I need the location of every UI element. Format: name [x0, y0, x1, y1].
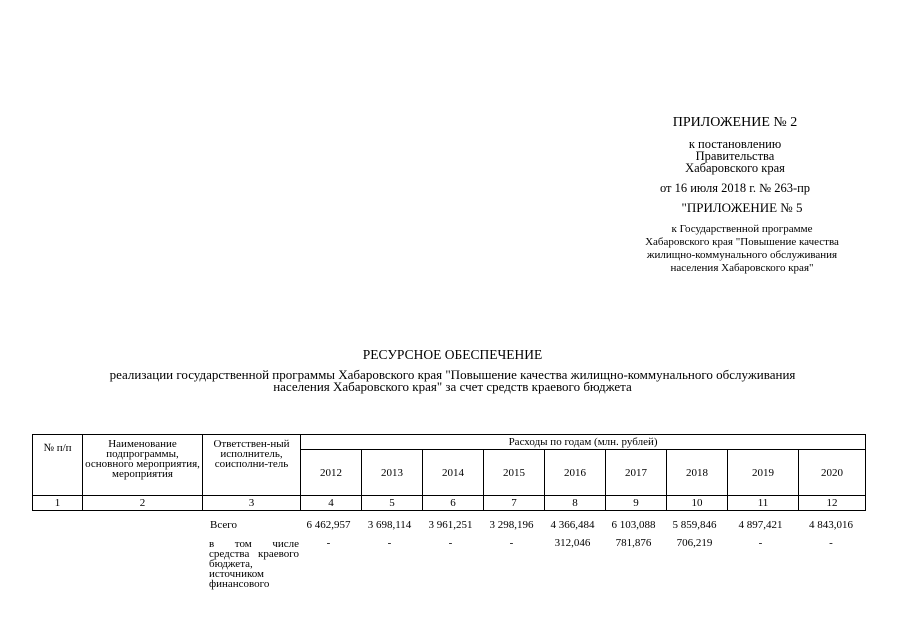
- header-year: 2016: [545, 450, 606, 496]
- annex2-line-3: жилищно-коммунального обслуживания: [646, 249, 838, 261]
- table-cell: 6 462,957: [306, 519, 351, 531]
- header-year: 2020: [799, 450, 866, 496]
- column-number: 7: [484, 496, 545, 511]
- table-cell: -: [509, 537, 514, 549]
- row-label-regional: в том числе средства краевого бюджета, источником финансового: [209, 538, 299, 590]
- table-cell: 3 961,251: [428, 519, 473, 531]
- header-year: 2014: [423, 450, 484, 496]
- annex-line-4: от 16 июля 2018 г. № 263-пр: [659, 181, 811, 195]
- header-expenses: Расходы по годам (млн. рублей): [301, 435, 866, 450]
- annex2-line-2: Хабаровского края "Повышение качества: [645, 236, 839, 248]
- header-name: Наименование подпрограммы, основного мероприятия, мероприятия: [83, 435, 203, 496]
- document-title: РЕСУРСНОЕ ОБЕСПЕЧЕНИЕ: [362, 347, 543, 362]
- column-number: 4: [301, 496, 362, 511]
- header-num: № п/п: [33, 435, 83, 496]
- header-year: 2019: [728, 450, 799, 496]
- annex-title: ПРИЛОЖЕНИЕ № 2: [672, 115, 798, 130]
- annex2-line-4: населения Хабаровского края": [670, 262, 814, 274]
- column-number: 2: [83, 496, 203, 511]
- annex-line-2: Правительства: [695, 149, 775, 163]
- column-number: 6: [423, 496, 484, 511]
- document-subtitle: [40, 369, 865, 393]
- subtitle-line-1: реализации государственной программы Хабаровского края "Повышение качества жилищно-коммунального обслуживания: [109, 367, 796, 382]
- header-year: 2018: [667, 450, 728, 496]
- annex-line-1: к постановлению: [688, 137, 782, 151]
- column-number: 11: [728, 496, 799, 511]
- table-cell: -: [758, 537, 763, 549]
- header-year: 2015: [484, 450, 545, 496]
- header-responsible: Ответствен-ный исполнитель, соисполни-тель: [203, 435, 301, 496]
- table-cell: -: [326, 537, 331, 549]
- table-cell: 706,219: [676, 537, 713, 549]
- column-number: 8: [545, 496, 606, 511]
- table-cell: 312,046: [554, 537, 591, 549]
- table-cell: 4 897,421: [738, 519, 783, 531]
- header-year: 2017: [606, 450, 667, 496]
- annex2-line-1: к Государственной программе: [671, 223, 813, 235]
- table-cell: 3 298,196: [489, 519, 534, 531]
- table-cell: 4 366,484: [550, 519, 595, 531]
- column-number: 5: [362, 496, 423, 511]
- row-label-total: Всего: [210, 519, 237, 531]
- table-cell: 3 698,114: [367, 519, 412, 531]
- annex2-title: "ПРИЛОЖЕНИЕ № 5: [681, 200, 803, 215]
- subtitle-line-2: населения Хабаровского края" за счет средств краевого бюджета: [273, 379, 632, 394]
- table-cell: -: [387, 537, 392, 549]
- table-cell: 6 103,088: [611, 519, 656, 531]
- table-cell: -: [448, 537, 453, 549]
- table-cell: 4 843,016: [809, 519, 853, 531]
- table-cell: 781,876: [615, 537, 652, 549]
- column-number: 1: [33, 496, 83, 511]
- budget-table: [32, 434, 866, 511]
- column-number: 9: [606, 496, 667, 511]
- header-year: 2012: [301, 450, 362, 496]
- column-number: 3: [203, 496, 301, 511]
- table-cell: -: [829, 537, 833, 549]
- table-cell: 5 859,846: [672, 519, 717, 531]
- annex-line-3: Хабаровского края: [685, 161, 785, 175]
- header-year: 2013: [362, 450, 423, 496]
- column-number: 10: [667, 496, 728, 511]
- column-number: 12: [799, 496, 866, 511]
